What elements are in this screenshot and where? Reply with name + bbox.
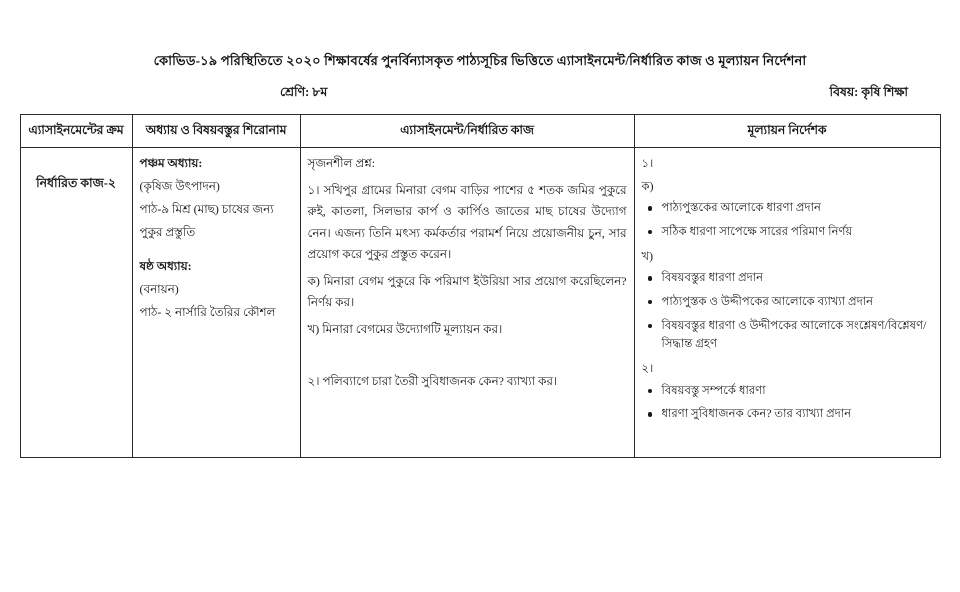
indicator-list-1a	[642, 199, 933, 242]
chapter-five-heading: পঞ্চম অধ্যায়:	[139, 156, 203, 171]
column-header-serial: এ্যাসাইনমেন্টের ক্রম	[20, 115, 132, 148]
task-question-1a: ক) মিনারা বেগম পুকুরে কি পরিমাণ ইউরিয়া সার প্রয়োগ করেছিলেন? নির্ণয় কর।	[307, 274, 627, 310]
cell-chapter-title	[132, 148, 300, 458]
task-question-1b: খ) মিনারা বেগমের উদ্যোগটি মূল্যায়ন কর।	[307, 322, 503, 337]
task-question-1: ১। সখিপুর গ্রামের মিনারা বেগম বাড়ির পাশের ৫ শতক জমির পুকুরে রুই, কাতলা, সিলভার কার্প ও কার্পিও জাতের মাছ চাষের উদ্যোগ নেন। এজন্য তিনি মৎস্য কর্মকর্তার পরামর্শ নিয়ে প্রয়োজনীয় চুন, সার প্রয়োগ করে পুকুর প্রস্তুত করেন।	[307, 183, 627, 261]
table-row	[20, 148, 940, 458]
task-heading: সৃজনশীল প্রশ্ন:	[307, 156, 376, 171]
indicator-group-1a-label: ক)	[641, 179, 654, 193]
list-item: বিষয়বস্তু সম্পর্কে ধারণা	[642, 382, 933, 401]
document-page	[0, 52, 960, 592]
indicator-group-1-label: ১।	[641, 157, 654, 171]
column-header-task: এ্যাসাইনমেন্ট/নির্ধারিত কাজ	[300, 115, 634, 148]
list-item: বিষয়বস্তুর ধারণা ও উদ্দীপকের আলোকে সংশ্লেষণ/বিশ্লেষণ/সিদ্ধান্ত গ্রহণ	[642, 317, 933, 355]
column-header-indicator: মূল্যায়ন নির্দেশক	[634, 115, 940, 148]
list-item: সঠিক ধারণা সাপেক্ষে সারের পরিমাণ নির্ণয়	[642, 223, 933, 242]
cell-evaluation-indicator	[634, 148, 940, 458]
assignment-table	[20, 114, 941, 458]
chapter-six-heading: ষষ্ঠ অধ্যায়:	[139, 259, 192, 274]
chapter-five-line-2: পাঠ-৯ মিশ্র (মাছ) চাষের জন্য	[139, 201, 274, 216]
chapter-five-line-3: পুকুর প্রস্তুতি	[139, 224, 196, 239]
task-question-2: ২। পলিব্যাগে চারা তৈরী সুবিধাজনক কেন? ব্যাখ্যা কর।	[307, 373, 558, 388]
cell-assignment-serial: নির্ধারিত কাজ-২	[20, 148, 132, 458]
table-header-row	[20, 115, 940, 148]
chapter-six-line-2: পাঠ- ২ নার্সারি তৈরির কৌশল	[139, 305, 276, 320]
chapter-six-line-1: (বনায়ন)	[139, 282, 179, 297]
subject-label: বিষয়: কৃষি শিক্ষা	[829, 85, 908, 100]
list-item: বিষয়বস্তুর ধারণা প্রদান	[642, 269, 933, 288]
class-label: শ্রেণি: ৮ম	[280, 85, 328, 100]
task-spacer-4	[308, 343, 627, 371]
chapter-five-line-1: (কৃষিজ উৎপাদন)	[139, 178, 220, 193]
cell-assignment-task	[300, 148, 634, 458]
list-item: ধারণা সুবিধাজনক কেন? তার ব্যাখ্যা প্রদান	[642, 405, 933, 424]
indicator-list-1b	[642, 269, 933, 354]
chapter-spacer	[140, 244, 293, 256]
column-header-chapter: অধ্যায় ও বিষয়বস্তুর শিরোনাম	[132, 115, 300, 148]
meta-row	[30, 84, 930, 104]
indicator-list-2	[642, 382, 933, 425]
page-title: কোভিড-১৯ পরিস্থিতিতে ২০২০ শিক্ষাবর্ষের পুনর্বিন্যাসকৃত পাঠ্যসূচির ভিত্তিতে এ্যাসাইনমেন্ট/নির্ধারিত কাজ ও মূল্যায়ন নির্দেশনা	[153, 53, 807, 68]
indicator-group-1b-label: খ)	[641, 249, 654, 263]
list-item: পাঠ্যপুস্তক ও উদ্দীপকের আলোকে ব্যাখ্যা প্রদান	[642, 293, 933, 312]
list-item: পাঠ্যপুস্তকের আলোকে ধারণা প্রদান	[642, 199, 933, 218]
indicator-group-2-label: ২।	[641, 362, 654, 376]
